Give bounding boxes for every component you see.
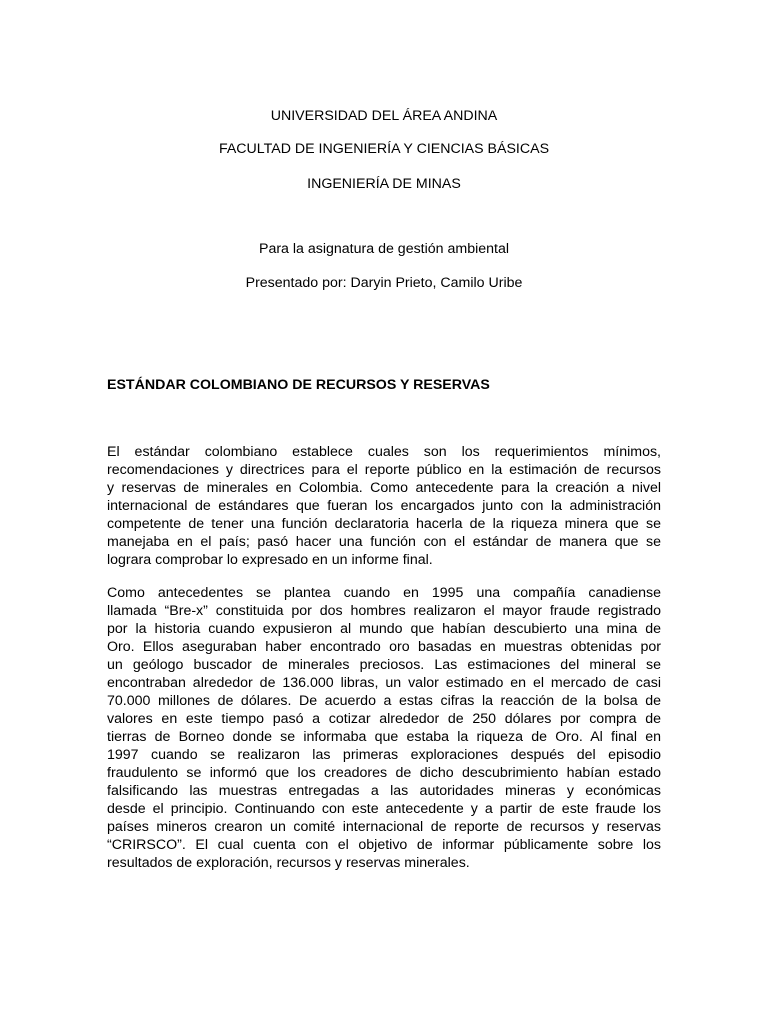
paragraph-line: encontraban alrededor de 136.000 libras, un valor estimado en el mercado de casi [107,675,661,691]
paragraph-line: El estándar colombiano establece cuales son los requerimientos mínimos, [107,444,661,460]
paragraph-line: llamada “Bre-x” constituida por dos hombres realizaron el mayor fraude registrado [107,603,661,619]
paragraph-line: recomendaciones y directrices para el reporte público en la estimación de recursos [107,462,661,478]
paragraph-line: internacional de estándares que fueran los encargados junto con la administración [107,498,661,514]
paragraph-line: por la historia cuando expusieron al mundo que habían descubierto una mina de [107,621,661,637]
section-title: ESTÁNDAR COLOMBIANO DE RECURSOS Y RESERVAS [107,377,490,393]
paragraph-line: “CRIRSCO”. El cual cuenta con el objetivo de informar públicamente sobre los [107,837,661,853]
paragraph-line: manejaba en el país; pasó hacer una función con el estándar de manera que se [107,534,661,550]
paragraph-line: un geólogo buscador de minerales preciosos. Las estimaciones del mineral se [107,657,661,673]
paragraph-line: valores en este tiempo pasó a cotizar alrededor de 250 dólares por compra de [107,711,661,727]
paragraph-line: Oro. Ellos aseguraban haber encontrado oro basadas en muestras obtenidas por [107,639,661,655]
paragraph-line: desde el principio. Continuando con este antecedente y a partir de este fraude los [107,801,661,817]
paragraph-line: y reservas de minerales en Colombia. Como antecedente para la creación a nivel [107,480,661,496]
program-name: INGENIERÍA DE MINAS [307,176,461,192]
paragraph-line: países mineros crearon un comité internacional de reporte de recursos y reservas [107,819,661,835]
authors-line: Presentado por: Daryin Prieto, Camilo Uribe [245,275,523,291]
paragraph-1 [107,443,661,569]
paragraph-line: resultados de exploración, recursos y reservas minerales. [107,855,470,871]
paragraph-line: competente de tener una función declaratoria hacerla de la riqueza minera que se [107,516,661,532]
paragraph-line: tierras de Borneo donde se informaba que estaba la riqueza de Oro. Al final en [107,729,661,745]
paragraph-line: lograra comprobar lo expresado en un informe final. [107,552,433,568]
faculty-name: FACULTAD DE INGENIERÍA Y CIENCIAS BÁSICAS [218,141,550,157]
university-name: UNIVERSIDAD DEL ÁREA ANDINA [270,108,498,124]
paragraph-line: 70.000 millones de dólares. De acuerdo a estas cifras la reacción de la bolsa de [107,693,661,709]
paragraph-line: fraudulento se informó que los creadores de dicho descubrimiento habían estado [107,765,661,781]
subject-line: Para la asignatura de gestión ambiental [258,241,510,257]
paragraph-line: 1997 cuando se realizaron las primeras exploraciones después del episodio [107,747,661,763]
paragraph-2 [107,584,661,872]
paragraph-line: falsificando las muestras entregadas a las autoridades mineras y económicas [107,783,661,799]
paragraph-line: Como antecedentes se plantea cuando en 1995 una compañía canadiense [107,585,661,601]
